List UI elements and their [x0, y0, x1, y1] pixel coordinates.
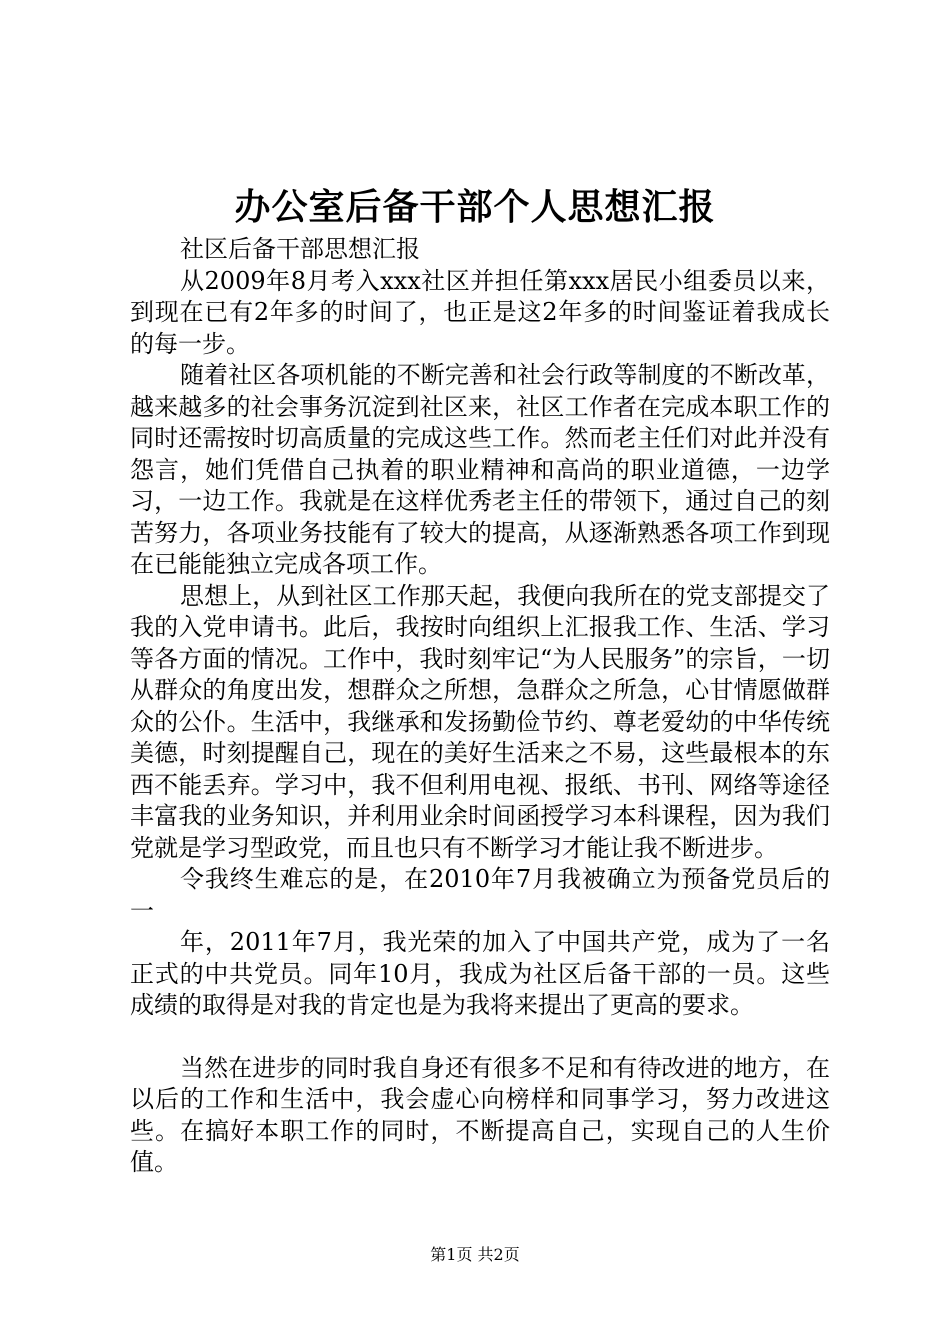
paragraph-1: 从2009年8月考入xxx社区并担任第xxx居民小组委员以来，到现在已有2年多的时间了，也正是这2年多的时间鉴证着我成长的每一步。	[130, 266, 830, 358]
paragraph-2: 随着社区各项机能的不断完善和社会行政等制度的不断改革，越来越多的社会事务沉淀到社区来，社区工作者在完成本职工作的同时还需按时切高质量的完成这些工作。然而老主任们对此并没有怨言，她们凭借自己执着的职业精神和高尚的职业道德，一边学习，一边工作。我就是在这样优秀老主任的带领下，通过自己的刻苦努力，各项业务技能有了较大的提高，从逐渐熟悉各项工作到现在已能能独立完成各项工作。	[130, 361, 830, 578]
paragraph-4: 令我终生难忘的是，在2010年7月我被确立为预备党员后的一	[130, 865, 830, 925]
paragraph-subtitle: 社区后备干部思想汇报	[180, 235, 420, 263]
document-title: 办公室后备干部个人思想汇报	[234, 187, 716, 228]
paragraph-6: 当然在进步的同时我自身还有很多不足和有待改进的地方，在以后的工作和生活中，我会虚心向榜样和同事学习，努力改进这些。在搞好本职工作的同时，不断提高自己，实现自己的人生价值。	[130, 1053, 830, 1176]
paragraph-gap	[130, 1022, 830, 1053]
document-body	[130, 234, 830, 1179]
paragraph-3: 思想上，从到社区工作那天起，我便向我所在的党支部提交了我的入党申请书。此后，我按时向组织上汇报我工作、生活、学习等各方面的情况。工作中，我时刻牢记“为人民服务”的宗旨，一切从群众的角度出发，想群众之所想，急群众之所急，心甘情愿做群众的公仆。生活中，我继承和发扬勤俭节约、尊老爱幼的中华传统美德，时刻提醒自己，现在的美好生活来之不易，这些最根本的东西不能丢弃。学习中，我不但利用电视、报纸、书刊、网络等途径丰富我的业务知识，并利用业余时间函授学习本科课程，因为我们党就是学习型政党，而且也只有不断学习才能让我不断进步。	[130, 581, 830, 862]
page-footer: 第1页 共2页	[430, 1245, 520, 1264]
paragraph-5: 年，2011年7月，我光荣的加入了中国共产党，成为了一名正式的中共党员。同年10月，我成为社区后备干部的一员。这些成绩的取得是对我的肯定也是为我将来提出了更高的要求。	[130, 928, 830, 1019]
